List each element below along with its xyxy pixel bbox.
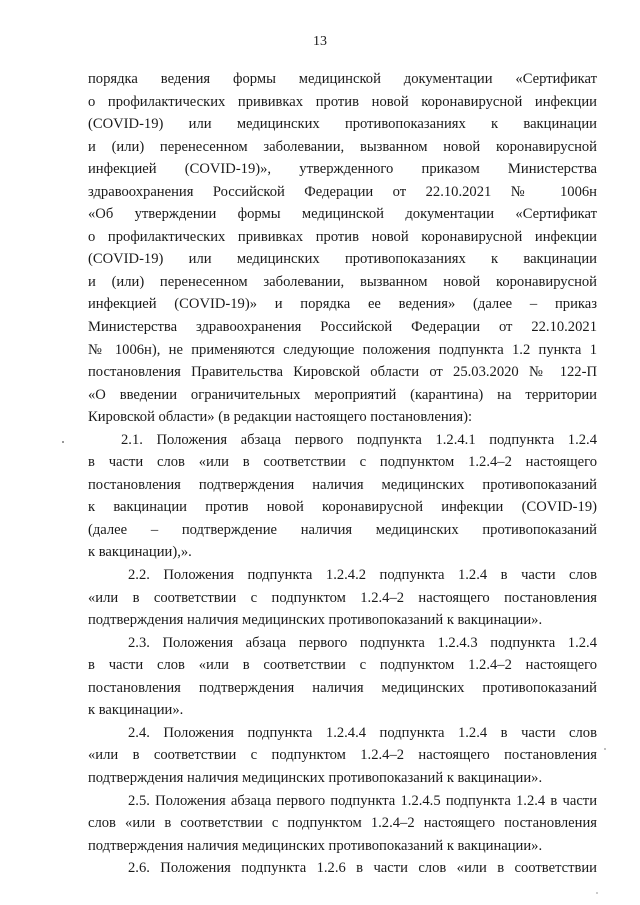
text-line: подтверждения наличия медицинских противопоказаний к вакцинации». — [88, 612, 543, 629]
text-line: подтверждения наличия медицинских противопоказаний к вакцинации». — [88, 837, 543, 854]
text-line: «Об утверждении формы медицинской документации «Сертификат — [88, 206, 597, 223]
scan-speck — [596, 892, 598, 894]
scan-speck — [62, 441, 64, 443]
page-number: 13 — [313, 34, 327, 49]
text-line: № 1006н), не применяются следующие положения подпункта 1.2 пункта 1 — [88, 341, 597, 358]
clause-2-5-first-line: 2.5. Положения абзаца первого подпункта 1.2.4.5 подпункта 1.2.4 в части — [128, 792, 597, 809]
text-line: о профилактических прививках против новой коронавирусной инфекции — [88, 93, 597, 110]
text-line: (COVID-19) или медицинских противопоказаниях к вакцинации — [88, 251, 597, 268]
text-line: (далее – подтверждение наличия медицинских противопоказаний — [88, 521, 597, 538]
text-line: к вакцинации),». — [88, 544, 192, 561]
text-line: в части слов «или в соответствии с подпунктом 1.2.4–2 настоящего — [88, 454, 597, 471]
text-line: слов «или в соответствии с подпунктом 1.2.4–2 настоящего постановления — [88, 815, 597, 832]
clause-2-3-first-line: 2.3. Положения абзаца первого подпункта 1.2.4.3 подпункта 1.2.4 — [128, 634, 597, 651]
clause-2-4-first-line: 2.4. Положения подпункта 1.2.4.4 подпункта 1.2.4 в части слов — [128, 724, 597, 741]
text-line: и (или) перенесенном заболевании, вызванном новой коронавирусной — [88, 138, 597, 155]
document-body — [88, 68, 597, 880]
text-line: здравоохранения Российской Федерации от 22.10.2021 № 1006н — [88, 183, 597, 200]
text-line: Министерства здравоохранения Российской Федерации от 22.10.2021 — [88, 319, 597, 336]
text-line: и (или) перенесенном заболевании, вызванном новой коронавирусной — [88, 273, 597, 290]
text-line: инфекцией (COVID-19)» и порядка ее ведения» (далее – приказ — [88, 296, 597, 313]
clause-2-2-first-line: 2.2. Положения подпункта 1.2.4.2 подпункта 1.2.4 в части слов — [128, 567, 597, 584]
text-line: постановления подтверждения наличия медицинских противопоказаний — [88, 679, 597, 696]
clause-2-6-first-line: 2.6. Положения подпункта 1.2.6 в части слов «или в соответствии — [128, 860, 597, 877]
text-line: «О введении ограничительных мероприятий (карантина) на территории — [88, 386, 597, 403]
text-line: порядка ведения формы медицинской документации «Сертификат — [88, 71, 597, 87]
text-line: подтверждения наличия медицинских противопоказаний к вакцинации». — [88, 769, 543, 786]
text-line: постановления подтверждения наличия медицинских противопоказаний — [88, 476, 597, 493]
text-line: «или в соответствии с подпунктом 1.2.4–2 настоящего постановления — [88, 589, 597, 606]
text-line: инфекцией (COVID-19)», утвержденного приказом Министерства — [88, 161, 597, 178]
clause-2-1-first-line: 2.1. Положения абзаца первого подпункта 1.2.4.1 подпункта 1.2.4 — [121, 431, 597, 448]
text-line: о профилактических прививках против новой коронавирусной инфекции — [88, 228, 597, 245]
text-line: к вакцинации». — [88, 702, 184, 719]
text-line: постановления Правительства Кировской области от 25.03.2020 № 122-П — [88, 364, 597, 381]
scan-speck — [604, 748, 606, 750]
text-line: к вакцинации против новой коронавирусной инфекции (COVID-19) — [88, 499, 597, 516]
text-line: (COVID-19) или медицинских противопоказаниях к вакцинации — [88, 116, 597, 133]
text-line: в части слов «или в соответствии с подпунктом 1.2.4–2 настоящего — [88, 657, 597, 674]
text-line: Кировской области» (в редакции настоящего постановления): — [88, 409, 473, 426]
text-line: «или в соответствии с подпунктом 1.2.4–2 настоящего постановления — [88, 747, 597, 764]
